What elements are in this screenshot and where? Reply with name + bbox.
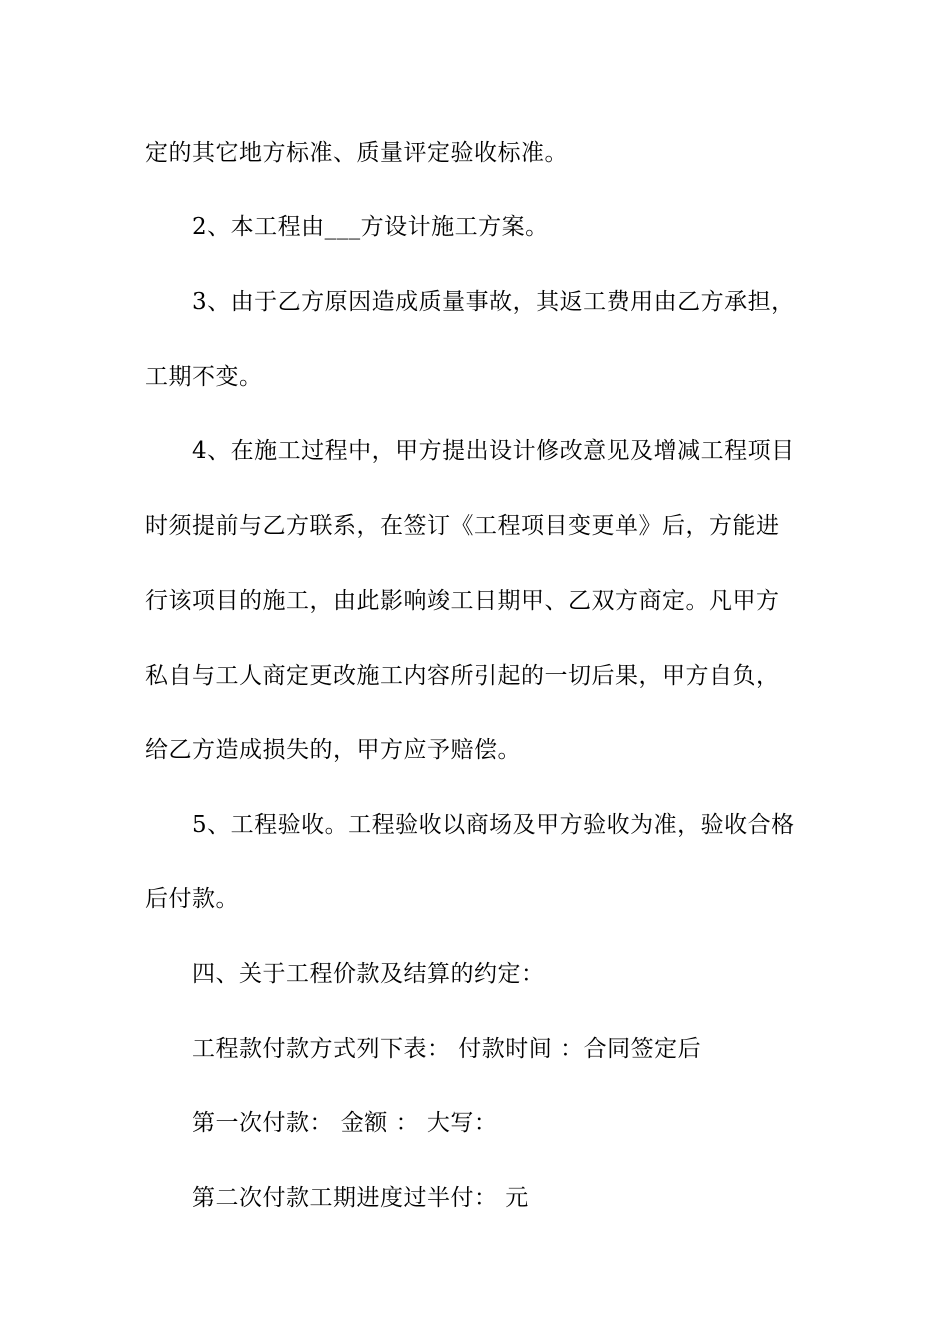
- text-line-14: 第一次付款： 金额 ： 大写：: [192, 1110, 498, 1136]
- text-line-1: 定的其它地方标准、质量评定验收标准。: [145, 140, 568, 166]
- text-line-11: 后付款。: [145, 886, 239, 912]
- text-line-3: 3、由于乙方原因造成质量事故，其返工费用由乙方承担，: [192, 289, 795, 315]
- text-line-7: 行该项目的施工，由此影响竣工日期甲、乙双方商定。凡甲方: [145, 588, 780, 614]
- text-line-10: 5、工程验收。工程验收以商场及甲方验收为准，验收合格: [192, 812, 795, 838]
- text-line-9: 给乙方造成损失的，甲方应予赔偿。: [145, 737, 521, 763]
- text-line-4: 工期不变。: [145, 364, 263, 390]
- text-line-12: 四、关于工程价款及结算的约定：: [192, 961, 545, 987]
- text-line-8: 私自与工人商定更改施工内容所引起的一切后果，甲方自负，: [145, 663, 780, 689]
- text-line-2: 2、本工程由___方设计施工方案。: [192, 214, 549, 240]
- text-line-15: 第二次付款工期进度过半付： 元: [192, 1185, 529, 1211]
- text-line-6: 时须提前与乙方联系，在签订《工程项目变更单》后，方能进: [145, 513, 780, 539]
- text-line-13: 工程款付款方式列下表： 付款时间 ：合同签定后: [192, 1036, 702, 1062]
- text-line-5: 4、在施工过程中，甲方提出设计修改意见及增减工程项目: [192, 438, 795, 464]
